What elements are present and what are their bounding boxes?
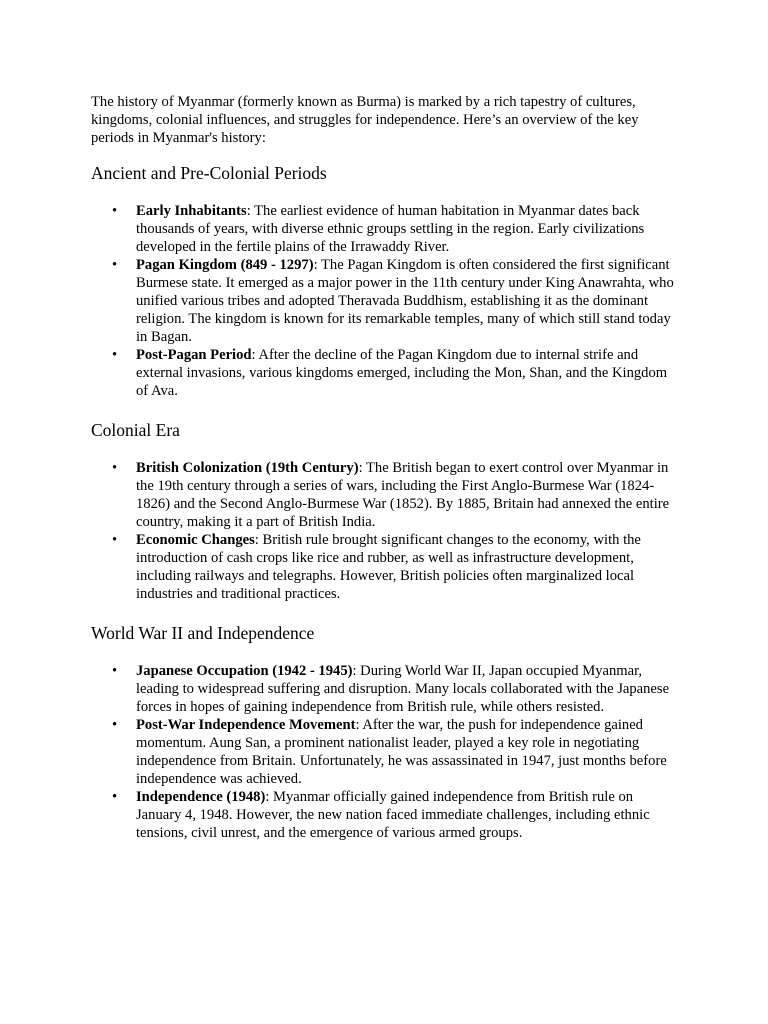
bullet-icon: • (112, 347, 118, 363)
section-heading-ww2: World War II and Independence (91, 623, 315, 643)
item-term: Economic Changes (136, 532, 255, 548)
item-term: Post-Pagan Period (136, 347, 252, 363)
section-heading-ancient: Ancient and Pre-Colonial Periods (91, 163, 327, 183)
bullet-icon: • (112, 257, 118, 273)
intro-paragraph: The history of Myanmar (formerly known as Burma) is marked by a rich tapestry of cultures, kingdoms, colonial influences, and struggles for independence. Here’s an overview of the key periods in Myanmar's history: (91, 94, 639, 146)
bullet-list-ancient (91, 202, 681, 400)
section-heading-colonial: Colonial Era (91, 420, 180, 440)
list-item (91, 346, 681, 400)
list-item (91, 459, 681, 531)
item-term: Early Inhabitants (136, 203, 247, 219)
item-term: Pagan Kingdom (849 - 1297) (136, 257, 314, 273)
bullet-icon: • (112, 663, 118, 679)
bullet-list-colonial (91, 459, 681, 603)
list-item (91, 716, 681, 788)
item-text: : Myanmar officially gained independence from British rule on January 4, 1948. However, the new nation faced immediate challenges, including ethnic tensions, civil unrest, and the emergence of various armed groups. (136, 789, 650, 841)
bullet-icon: • (112, 203, 118, 219)
item-term: Post-War Independence Movement (136, 717, 356, 733)
item-text: : The earliest evidence of human habitation in Myanmar dates back thousands of years, with diverse ethnic groups settling in the region. Early civilizations developed in the fertile plains of the Irrawaddy River. (136, 203, 645, 255)
bullet-icon: • (112, 789, 118, 805)
item-term: British Colonization (19th Century) (136, 460, 359, 476)
list-item (91, 662, 681, 716)
item-text: : The British began to exert control over Myanmar in the 19th century through a series of wars, including the First Anglo-Burmese War (1824-1826) and the Second Anglo-Burmese War (1852). By 1885, Britain had annexed the entire country, making it a part of British India. (136, 460, 670, 530)
item-text: : British rule brought significant changes to the economy, with the introduction of cash crops like rice and rubber, as well as infrastructure development, including railways and telegraphs. However, British policies often marginalized local industries and traditional practices. (136, 532, 641, 602)
item-term: Independence (1948) (136, 789, 266, 805)
list-item (91, 202, 681, 256)
bullet-icon: • (112, 460, 118, 476)
item-term: Japanese Occupation (1942 - 1945) (136, 663, 353, 679)
item-text: : After the war, the push for independence gained momentum. Aung San, a prominent nationalist leader, played a key role in negotiating independence from Britain. Unfortunately, he was assassinated in 1947, just months before independence was achieved. (136, 717, 667, 787)
bullet-list-ww2 (91, 662, 681, 842)
bullet-icon: • (112, 532, 118, 548)
item-text: : After the decline of the Pagan Kingdom due to internal strife and external invasions, various kingdoms emerged, including the Mon, Shan, and the Kingdom of Ava. (136, 347, 668, 399)
item-text: : The Pagan Kingdom is often considered the first significant Burmese state. It emerged as a major power in the 11th century under King Anawrahta, who unified various tribes and adopted Theravada Buddhism, establishing it as the dominant religion. The kingdom is known for its remarkable temples, many of which still stand today in Bagan. (136, 257, 674, 345)
bullet-icon: • (112, 717, 118, 733)
document-page (91, 93, 681, 842)
item-text: : During World War II, Japan occupied Myanmar, leading to widespread suffering and disruption. Many locals collaborated with the Japanese forces in hopes of gaining independence from British rule, while others resisted. (136, 663, 670, 715)
list-item (91, 531, 681, 603)
list-item (91, 256, 681, 346)
list-item (91, 788, 681, 842)
